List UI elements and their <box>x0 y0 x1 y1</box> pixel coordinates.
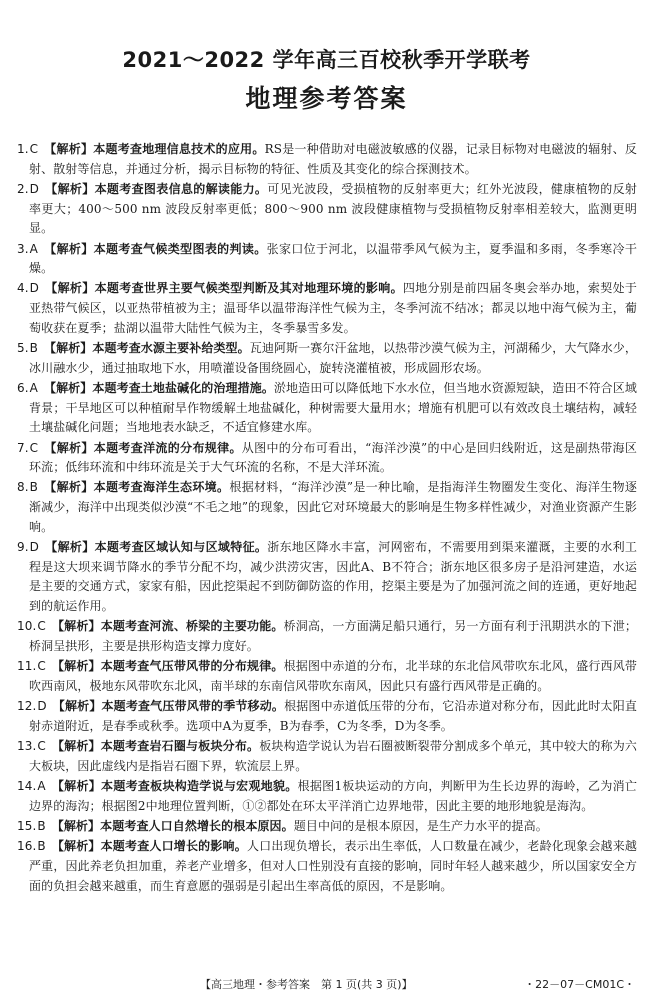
answer-topic: 本题考查水源主要补给类型。 <box>92 341 250 356</box>
answer-topic: 本题考查人口自然增长的根本原因。 <box>100 818 294 833</box>
answer-topic: 本题考查河流、桥梁的主要功能。 <box>100 619 284 634</box>
analysis-tag: 【解析】 <box>51 739 101 754</box>
answer-item <box>17 538 637 617</box>
answer-topic: 本题考查世界主要气候类型判断及其对地理环境的影响。 <box>94 281 403 296</box>
answer-number: 11. <box>17 659 37 674</box>
answer-choice: B <box>29 480 38 495</box>
answer-topic: 本题考查海洋生态环境。 <box>93 480 230 495</box>
answer-choice: A <box>29 380 38 395</box>
answer-item <box>17 697 637 736</box>
answer-choice: C <box>37 619 46 634</box>
answer-topic: 本题考查图表信息的解读能力。 <box>94 181 268 196</box>
analysis-tag: 【解析】 <box>44 142 94 156</box>
answer-number: 2. <box>17 181 29 196</box>
answer-item <box>17 180 637 239</box>
answer-explanation: 四地分别是前四届冬奥会举办地，索契处于亚热带气候区，以亚热带植被为主；温哥华以温带海洋性气候为主，冬季河流不结冰；都灵以地中海气候为主，葡萄收获在夏季；盐湖以温带大陆性气候为主，冬季暴雪多发。 <box>29 281 637 335</box>
page-footer <box>0 976 653 994</box>
answer-explanation: RS是一种借助对电磁波敏感的仪器，记录目标物对电磁波的辐射、反射、散射等信息，并通过分析，揭示目标物的特征、性质及其变化的综合探测技术。 <box>29 142 638 176</box>
answer-number: 8. <box>17 480 29 495</box>
answer-choice: B <box>29 341 38 356</box>
analysis-tag: 【解析】 <box>51 839 101 854</box>
analysis-tag: 【解析】 <box>45 281 95 296</box>
answer-explanation: 根据图1板块运动的方向，判断甲为生长边界的海岭，乙为消亡边界的海沟；根据图2中地理位置判断，①②都处在环太平洋消亡边界地带，因此主要的地形地貌是海沟。 <box>29 779 638 813</box>
answer-item <box>17 439 637 478</box>
answer-explanation: 瓦迪阿斯一赛尔汗盆地，以热带沙漠气候为主，河湖稀少，大气降水少，冰川融水少，通过抽取地下水，用喷灌设备围绕圆心，旋转浇灌植被，形成圆形农场。 <box>29 341 638 375</box>
answer-choice: B <box>37 839 46 854</box>
analysis-tag: 【解析】 <box>44 440 94 455</box>
answer-choice: A <box>29 241 38 256</box>
answer-topic: 本题考查土地盐碱化的治理措施。 <box>92 380 274 395</box>
answer-topic: 本题考查洋流的分布规律。 <box>93 440 242 455</box>
answer-choice: C <box>37 659 46 674</box>
analysis-tag: 【解析】 <box>44 341 93 356</box>
answer-item <box>17 339 637 378</box>
answer-number: 1. <box>17 142 29 156</box>
answer-explanation: 题目中问的是根本原因，是生产力水平的提高。 <box>293 818 548 833</box>
answer-explanation: 淤地造田可以降低地下水水位，但当地水资源短缺，造田不符合区域背景；干旱地区可以种植耐旱作物缓解土地盐碱化，种树需要大量用水；增施有机肥可以有效改良土壤结构，减轻土壤盐碱化问题；当地地表水缺乏，不适宜修建水库。 <box>29 380 637 435</box>
answer-number: 12. <box>17 699 37 714</box>
answer-explanation: 板块构造学说认为岩石圈被断裂带分割成多个单元，其中较大的称为六大板块，因此虚线内是指岩石圈下界，软流层上界。 <box>29 739 637 773</box>
answer-item <box>17 279 637 338</box>
analysis-tag: 【解析】 <box>45 181 95 196</box>
answer-explanation: 浙东地区降水丰富，河网密布，不需要用到渠来灌溉，主要的水利工程是这大坝来调节降水的季节分配不均，减少洪涝灾害，因此A、B不符合；浙东地区很多房子是沿河建造，水运是主要的交通方式，家家有船，因此挖渠起不到防御防盗的作用，挖渠主要是为了加强河流之间的连通，更好地起到的航运作用。 <box>29 540 638 614</box>
answer-item <box>17 379 637 438</box>
analysis-tag: 【解析】 <box>51 619 101 634</box>
footer-code: ・22－07－CM01C・ <box>524 978 635 991</box>
answer-key-title: 地理参考答案 <box>245 84 408 113</box>
answer-number: 16. <box>17 839 37 854</box>
answer-item <box>17 817 637 837</box>
answer-item <box>17 240 637 279</box>
answer-number: 7. <box>17 440 29 455</box>
answer-item <box>17 478 637 537</box>
answer-explanation: 从图中的分布可看出，“海洋沙漠”的中心是回归线附近，这是副热带海区环流；低纬环流和中纬环流是关于大气环流的名称，不是大洋环流。 <box>29 440 637 475</box>
answer-explanation: 人口出现负增长，表示出生率低，人口数量在减少，老龄化现象会越来越严重，因此养老负担加重，养老产业增多，但对人口性别没有直接的影响，同时年轻人越来越少，所以国家安全方面的负担会越来越重，而生育意愿的强弱是引起出生率高低的原因，不是影响。 <box>29 839 638 893</box>
answer-number: 14. <box>17 779 37 793</box>
analysis-tag: 【解析】 <box>43 241 94 256</box>
answer-choice: C <box>29 142 39 156</box>
footer-page-info: 【高三地理・参考答案 第 1 页(共 3 页)】 <box>200 978 413 991</box>
answer-choice: D <box>29 181 39 196</box>
answer-choice: D <box>29 540 39 555</box>
answer-choice: C <box>29 440 39 455</box>
answer-topic: 本题考查区域认知与区域特征。 <box>94 540 268 555</box>
answer-topic: 本题考查岩石圈与板块分布。 <box>100 739 260 754</box>
answer-number: 13. <box>17 739 37 754</box>
answer-choice: D <box>29 281 39 296</box>
answer-item <box>17 837 637 896</box>
analysis-tag: 【解析】 <box>44 480 94 495</box>
answer-topic: 本题考查气压带风带的季节移动。 <box>101 699 285 714</box>
analysis-tag: 【解析】 <box>51 818 101 833</box>
analysis-tag: 【解析】 <box>43 380 93 395</box>
answer-explanation: 根据材料，“海洋沙漠”是一种比喻，是指海洋生物圈发生变化、海洋生物逐渐减少，海洋中出现类似沙漠“不毛之地”的现象，因此它对环境最大的影响是生物多样性减少，对渔业资源产生影响。 <box>29 480 637 534</box>
answer-choice: A <box>37 779 46 793</box>
answer-choice: C <box>37 739 46 754</box>
answer-topic: 本题考查气压带风带的分布规律。 <box>100 659 284 674</box>
answer-explanation: 根据图中赤道的分布，北半球的东北信风带吹东北风，盛行西风带吹西南风，极地东风带吹东北风，南半球的东南信风带吹东南风，因此只有盛行西风带是正确的。 <box>29 659 638 693</box>
answer-topic: 本题考查人口增长的影响。 <box>100 839 247 854</box>
analysis-tag: 【解析】 <box>45 540 95 555</box>
analysis-tag: 【解析】 <box>52 699 102 714</box>
answer-number: 15. <box>17 818 37 833</box>
analysis-tag: 【解析】 <box>51 779 102 793</box>
answer-item <box>17 140 637 179</box>
answer-item <box>17 657 637 696</box>
answer-choice: B <box>37 818 46 833</box>
answer-number: 9. <box>17 540 29 555</box>
answer-choice: D <box>37 699 47 714</box>
answer-number: 3. <box>17 241 29 256</box>
answer-topic: 本题考查板块构造学说与宏观地貌。 <box>101 779 298 793</box>
answer-number: 4. <box>17 281 29 296</box>
analysis-tag: 【解析】 <box>51 659 101 674</box>
answer-explanation: 桥洞高，一方面满足船只通行，另一方面有利于汛期洪水的下泄；桥洞呈拱形，主要是拱形构造支撑力度好。 <box>29 619 638 654</box>
answer-number: 5. <box>17 341 29 356</box>
answer-item <box>17 777 637 816</box>
answer-topic: 本题考查地理信息技术的应用。 <box>93 142 265 156</box>
answer-item <box>17 737 637 776</box>
answer-explanation: 可见光波段，受损植物的反射率更大；红外光波段，健康植物的反射率更大；400～500 nm 波段反射率更低；800～900 nm 波段健康植物与受损植物反射率相差较大，监测更明显。 <box>29 181 638 236</box>
answer-explanation: 张家口位于河北，以温带季风气候为主，夏季温和多雨，冬季寒冷干燥。 <box>29 241 637 276</box>
answer-number: 10. <box>17 619 37 634</box>
answer-item <box>17 617 637 656</box>
answer-number: 6. <box>17 380 29 395</box>
exam-title: 2021～2022 学年高三百校秋季开学联考 <box>122 48 531 72</box>
answer-topic: 本题考查气候类型图表的判读。 <box>93 241 267 256</box>
answer-list <box>17 140 637 897</box>
answer-explanation: 根据图中赤道低压带的分布，它沿赤道对称分布，因此此时太阳直射赤道附近，是春季或秋季。选项中A为夏季，B为春季，C为冬季，D为冬季。 <box>29 699 637 733</box>
